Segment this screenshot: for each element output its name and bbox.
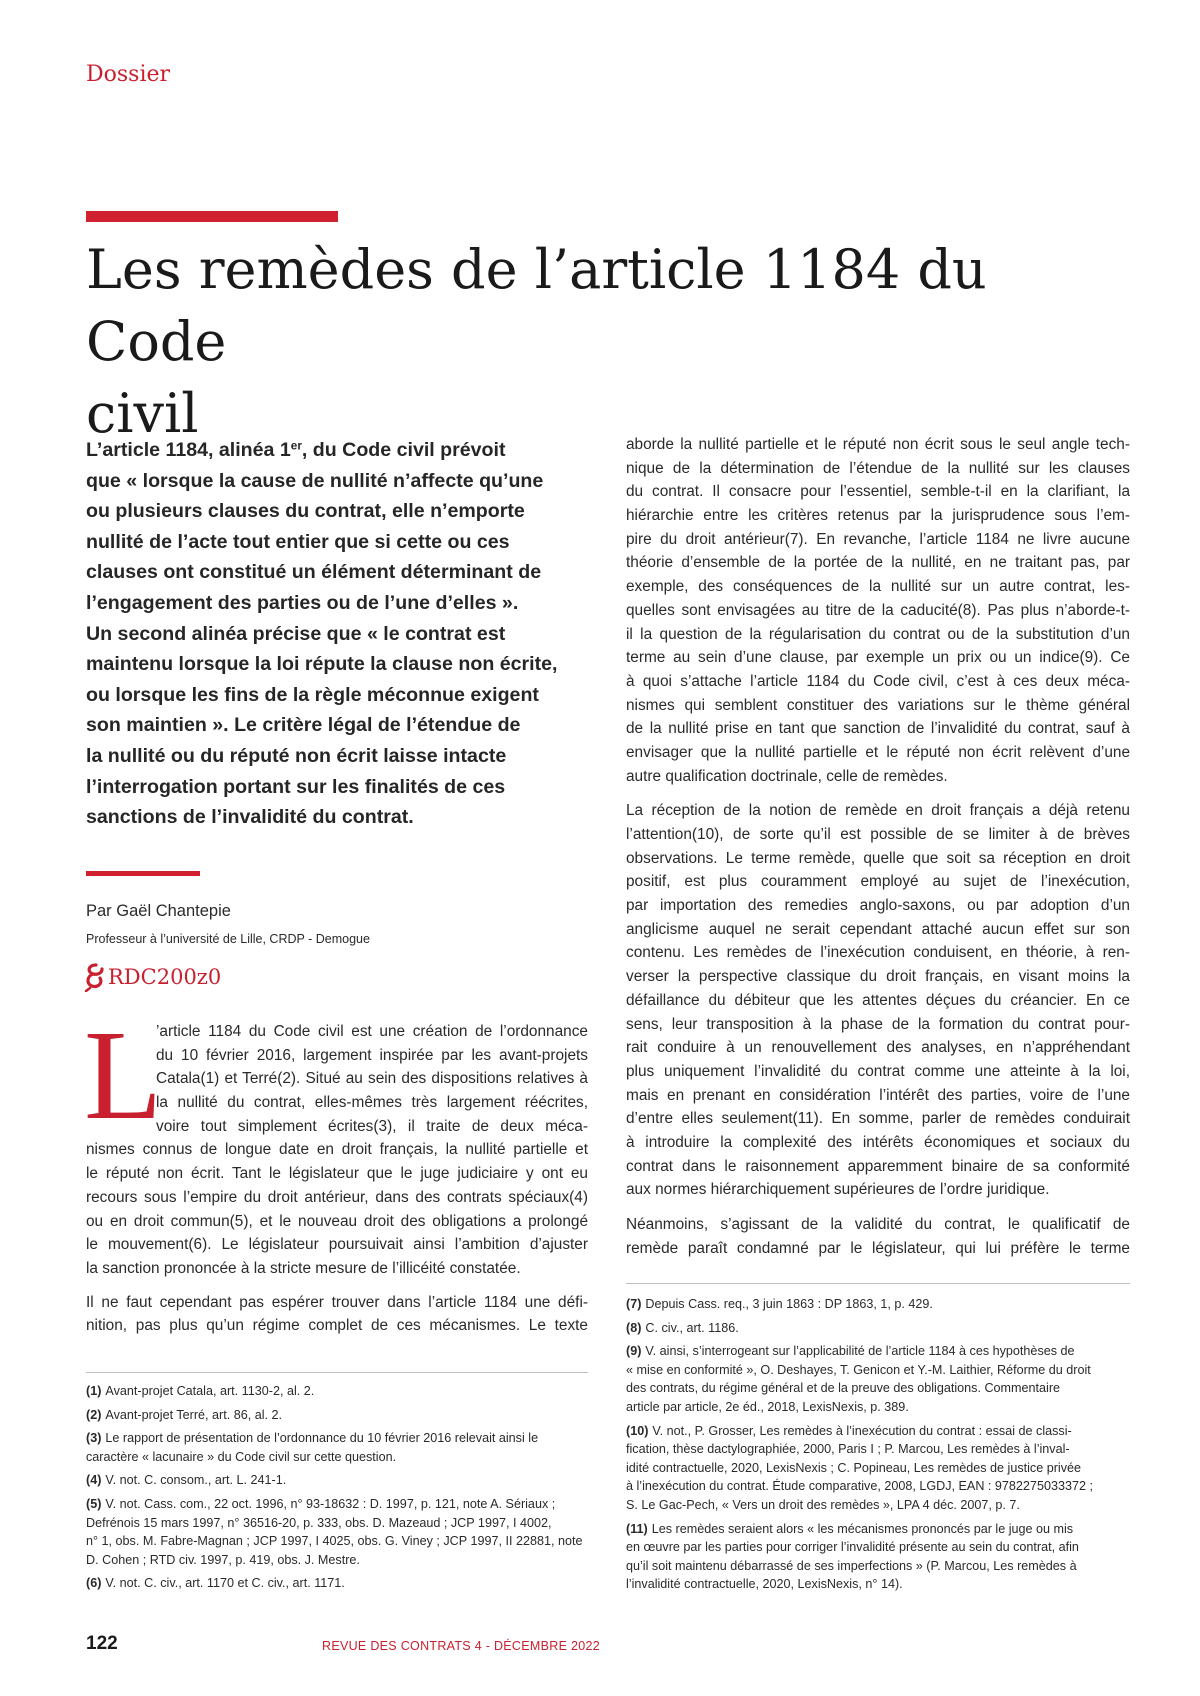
paragraph	[86, 1291, 588, 1338]
footnote: (1) Avant-projet Catala, art. 1130-2, al. 2.	[86, 1384, 315, 1398]
text-line: d’entre elles seulement(11). En somme, parler de remèdes conduirait	[626, 1110, 1130, 1128]
text-line: positif, est plus couramment employé au sujet de l’inexécution,	[626, 873, 1130, 891]
abstract-line: l’interrogation portant sur les finalités de ces	[86, 775, 506, 798]
footnote: (8) C. civ., art. 1186.	[626, 1320, 739, 1335]
author-rule	[86, 871, 200, 876]
text-line: rait conduire à un renouvellement des analyses, en n’appréhendant	[626, 1039, 1130, 1057]
abstract-line: son maintien ». Le critère légal de l’étendue de	[86, 714, 521, 737]
text-line: quelles sont envisagées au titre de la caducité(8). Pas plus n’aborde-t-	[626, 601, 1130, 619]
footnote-rule-left	[86, 1372, 588, 1373]
text-line: il la question de la régularisation du contrat ou de la substitution d’un	[626, 625, 1130, 643]
text-line: anglicisme auquel ne serait cependant attaché aucun effet sur son	[626, 920, 1130, 938]
text-line: sens, leur transposition à la phase de la formation du contrat pour-	[626, 1015, 1130, 1033]
text-line: la nullité du contrat, elles-mêmes très largement réécrites,	[156, 1094, 588, 1112]
right-column-body	[626, 433, 1130, 1260]
text-line: l’attention(10), de sorte qu’il est possible de se limiter à de brèves	[626, 826, 1130, 843]
paragraph	[626, 1213, 1130, 1260]
abstract-line: ou lorsque les fins de la règle méconnue exigent	[86, 683, 539, 706]
footnote: (2) Avant-projet Terré, art. 86, al. 2.	[86, 1407, 283, 1422]
section-label: Dossier	[86, 62, 171, 87]
text-line: à quoi s’attache l’article 1184 du Code civil, c’est à ces deux méca-	[626, 672, 1130, 690]
paragraph	[626, 799, 1130, 1202]
text-line: nition, pas plus qu’un régime complet de ces mécanismes. Le texte	[86, 1317, 588, 1335]
text-line: Il ne faut cependant pas espérer trouver dans l’article 1184 une défi-	[86, 1293, 588, 1311]
text-line: à introduire la complexité des intérêts économiques et sociaux du	[626, 1133, 1130, 1151]
text-line: hiérarchie entre les critères retenus par la jurisprudence sous l’em-	[626, 507, 1130, 525]
author-name: Par Gaël Chantepie	[86, 902, 231, 920]
text-line: Néanmoins, s’agissant de la validité du contrat, le qualificatif de	[626, 1216, 1130, 1233]
text-line: nismes qui semblent constituer des variations sur le thème général	[626, 696, 1130, 714]
title-line-2: civil	[86, 382, 199, 445]
abstract-line: ou plusieurs clauses du contrat, elle n’emporte	[86, 500, 525, 523]
text-line: plus uniquement l’invalidité du contrat comme une atteinte à la loi,	[626, 1062, 1130, 1080]
left-column-body	[84, 1004, 588, 1338]
title-line-1: Les remèdes de l’article 1184 du Code	[86, 238, 987, 373]
title-rule	[86, 211, 338, 222]
journal-footer: REVUE DES CONTRATS 4 - DÉCEMBRE 2022	[322, 1639, 600, 1653]
text-line: verser la perspective classique du droit français, en visant moins la	[626, 968, 1130, 986]
drop-cap: L	[84, 1004, 163, 1146]
text-line: la sanction prononcée à la stricte mesure de l’illicéité constatée.	[86, 1259, 521, 1277]
text-line: aborde la nullité partielle et le réputé non écrit sous le seul angle tech-	[626, 436, 1130, 453]
abstract-line: Un second alinéa précise que « le contrat est	[86, 622, 506, 645]
paragraph	[626, 433, 1130, 788]
footnote: (5) V. not. Cass. com., 22 oct. 1996, n° 93-18632 : D. 1997, p. 121, note A. Sériaux ; Defrénois 15 mars 1997, n° 36516-20, p. 333, obs. D. Mazeaud ; JCP 1997, I 4002, n° 1, obs. M. Fabre-Magnan ; JCP 1997, I 4025, obs. G. Viney ; JCP 1997, II 22881, note D. Cohen ; RTD civ. 1997, p. 419, obs. J. Mestre.	[86, 1496, 583, 1567]
author-affiliation: Professeur à l’université de Lille, CRDP - Demogue	[86, 932, 370, 946]
text-line: du 10 février 2016, largement inspirée par les avant-projets	[156, 1046, 588, 1064]
text-line: recours sous l’empire du droit antérieur, dans des contrats spéciaux(4)	[86, 1188, 588, 1206]
text-line: le réputé non écrit. Tant le législateur que le juge judiciaire y ont eu	[86, 1165, 588, 1183]
text-line: remède paraît condamné par le législateur, qui lui préfère le terme	[626, 1239, 1130, 1257]
text-line: ou en droit commun(5), et le nouveau droit des obligations a prolongé	[86, 1212, 588, 1230]
paragraph	[84, 1004, 588, 1281]
text-line: par importation des remedies anglo-saxons, ou par adoption d’un	[626, 897, 1130, 915]
text-line: nique de la détermination de l’étendue de la nullité sur les clauses	[626, 459, 1130, 477]
footnote: (3) Le rapport de présentation de l’ordonnance du 10 février 2016 relevait ainsi le caractère « lacunaire » du Code civil sur cette question.	[86, 1431, 539, 1464]
abstract-line-1: L’article 1184, alinéa 1er, du Code civil prévoit	[86, 439, 506, 461]
abstract-line: maintenu lorsque la loi répute la clause non écrite,	[86, 653, 558, 676]
abstract-line: que « lorsque la cause de nullité n’affecte qu’une	[86, 469, 544, 492]
abstract-line: sanctions de l’invalidité du contrat.	[86, 806, 414, 829]
abstract-line: la nullité ou du réputé non écrit laisse intacte	[86, 744, 507, 767]
text-line: ’article 1184 du Code civil est une création de l’ordonnance	[156, 1023, 588, 1040]
footnote: (6) V. not. C. civ., art. 1170 et C. civ., art. 1171.	[86, 1576, 345, 1591]
text-line: La réception de la notion de remède en droit français a déjà retenu	[626, 802, 1130, 820]
text-line: défaillance du débiteur que les attentes déçues du créancier. En ce	[626, 991, 1130, 1009]
abstract-line: l’engagement des parties ou de l’une d’elles ».	[86, 591, 519, 614]
footnotes-right	[626, 1295, 1130, 1599]
text-line: contenu. Les remèdes de l’inexécution conduisent, en théorie, à ren-	[626, 944, 1130, 962]
text-line: exemple, des conséquences de la nullité sur un autre contrat, les-	[626, 578, 1130, 596]
text-line: voire tout simplement écrites(3), il traite de deux méca-	[156, 1117, 588, 1135]
reference-code[interactable]	[84, 962, 221, 992]
text-line: terme au sein d’une clause, par exemple un prix ou un indice(9). Ce	[626, 649, 1130, 667]
abstract	[86, 435, 586, 833]
footnote: (4) V. not. C. consom., art. L. 241-1.	[86, 1473, 287, 1488]
reference-link-icon	[84, 962, 106, 992]
abstract-line: nullité de l’acte tout entier que si cette ou ces	[86, 530, 510, 553]
text-line: le mouvement(6). Le législateur poursuivait ainsi l’ambition d’ajuster	[86, 1236, 588, 1254]
text-line: aux normes hiérarchiquement supérieures de l’ordre juridique.	[626, 1181, 1050, 1199]
article-title	[86, 234, 1086, 450]
abstract-line: clauses ont constitué un élément déterminant de	[86, 561, 542, 584]
page-number: 122	[86, 1633, 118, 1654]
text-line: Catala(1) et Terré(2). Situé au sein des dispositions relatives à	[156, 1070, 588, 1088]
text-line: nismes connus de longue date en droit français, la nullité partielle et	[86, 1141, 588, 1159]
text-line: mais en prenant en considération l’intérêt des parties, voire de l’une	[626, 1086, 1130, 1104]
text-line: observations. Le terme remède, quelle que soit sa réception en droit	[626, 849, 1130, 867]
footnote: (10) V. not., P. Grosser, Les remèdes à l’inexécution du contrat : essai de classi- fication, thèse dactylographiée, 2000, Paris I ; P. Marcou, Les remèdes à l’inval- idité contractuelle, 2020, LexisNexis ; C. Popineau, Les remèdes de justice privée à l’inexécution du contrat. Étude comparative, 2008, LGDJ, EAN : 9782275033372 ; S. Le Gac-Pech, « Vers un droit des remèdes », LPA 4 déc. 2007, p. 7.	[626, 1423, 1093, 1512]
reference-code-text[interactable]: RDC200z0	[108, 965, 222, 989]
text-line: autre qualification doctrinale, celle de remèdes.	[626, 767, 948, 785]
text-line: contrat dans le raisonnement apparemment binaire de sa conformité	[626, 1157, 1130, 1175]
text-line: théorie d’ensemble de la portée de la nullité, en ne traitant pas, par	[626, 554, 1130, 572]
text-line: pire du droit antérieur(7). En revanche, l’article 1184 ne livre aucune	[626, 530, 1130, 548]
footnotes-left	[86, 1382, 588, 1598]
footnote-rule-right	[626, 1283, 1130, 1284]
footnote: (11) Les remèdes seraient alors « les mécanismes prononcés par le juge ou mis en œuvre par les parties pour corriger l’invalidité présente au sein du contrat, afin qu’il soit maintenu débarrassé de ses imperfections » (P. Marcou, Les remèdes à l’invalidité contractuelle, 2020, LexisNexis, n° 14).	[626, 1521, 1079, 1592]
text-line: du contrat. Il consacre pour l’essentiel, semble-t-il en la clarifiant, la	[626, 483, 1130, 501]
text-line: de la nullité prise en tant que sanction de l’invalidité du contrat, sauf à	[626, 720, 1130, 738]
footnote: (7) Depuis Cass. req., 3 juin 1863 : DP 1863, 1, p. 429.	[626, 1297, 933, 1311]
text-line: envisager que la nullité partielle et le réputé non écrit relèvent d’une	[626, 743, 1130, 761]
footnote: (9) V. ainsi, s’interrogeant sur l’applicabilité de l’article 1184 à ces hypothèses de « mise en conformité », O. Deshayes, T. Genicon et Y.-M. Laithier, Réforme du droit des contrats, du régime général et de la preuve des obligations. Commentaire article par article, 2e éd., 2018, LexisNexis, p. 389.	[626, 1344, 1091, 1414]
